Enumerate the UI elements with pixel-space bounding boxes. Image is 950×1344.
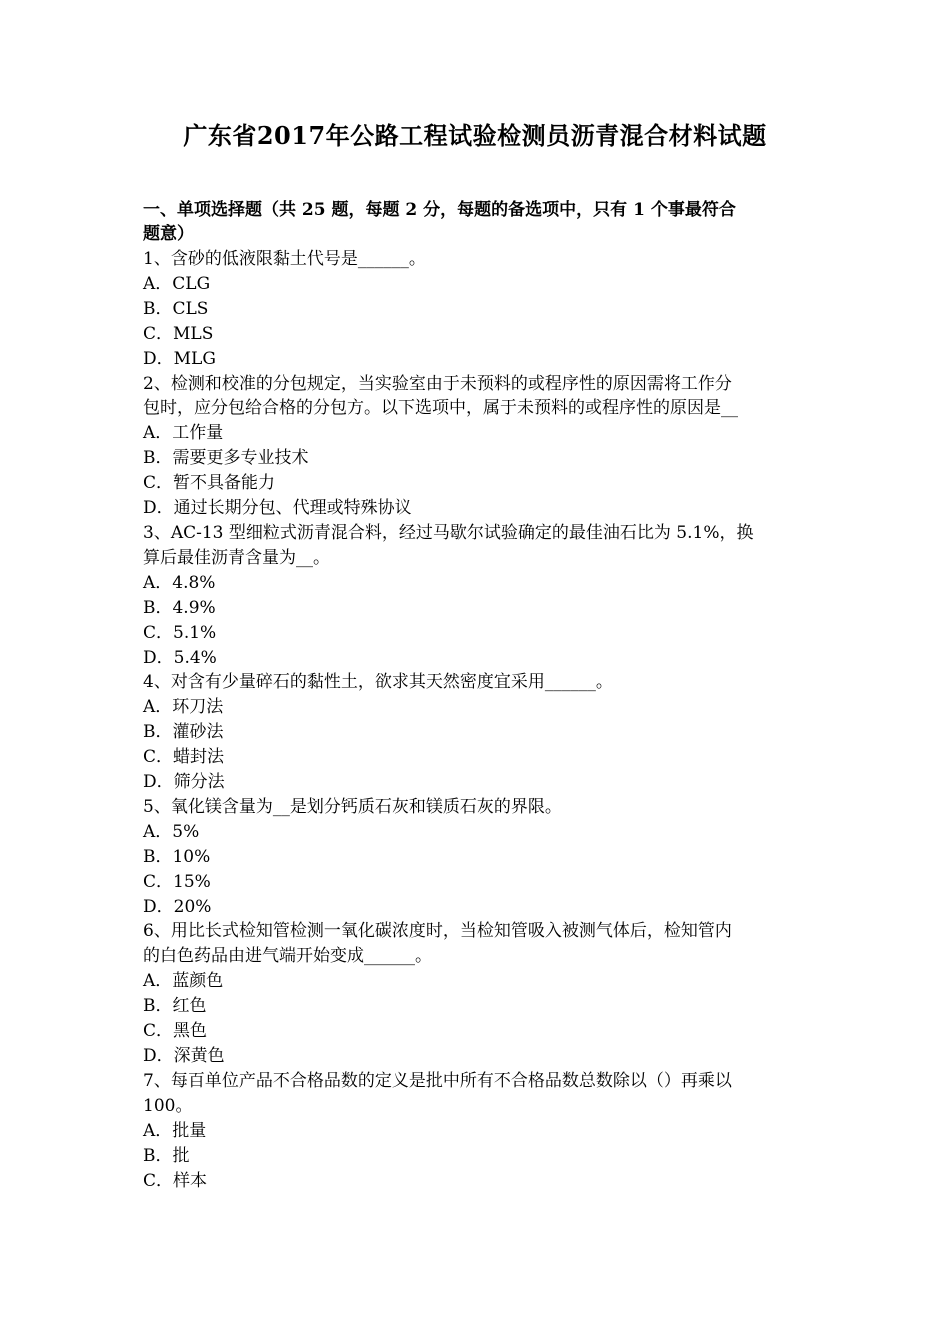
answer-option: A．工作量	[143, 423, 224, 444]
section-heading-line: 一、单项选择题（共 25 题，每题 2 分，每题的备选项中，只有 1 个事最符合	[143, 200, 736, 220]
question-stem: 4、对含有少量碎石的黏性土，欲求其天然密度宜采用______。	[143, 672, 613, 693]
answer-option: D．MLG	[143, 348, 216, 369]
document-title: 广东省2017年公路工程试验检测员沥青混合材料试题	[183, 121, 767, 150]
answer-option: D．深黄色	[143, 1046, 225, 1066]
answer-option: B．红色	[143, 996, 207, 1017]
question-stem: 5、氧化镁含量为__是划分钙质石灰和镁质石灰的界限。	[143, 796, 562, 817]
section-heading	[143, 198, 809, 246]
answer-option: B．4.9%	[143, 597, 216, 618]
answer-option: C．15%	[143, 871, 211, 892]
answer-option: D．筛分法	[143, 772, 225, 793]
answer-option: C．暂不具备能力	[143, 473, 276, 494]
answer-option: B．批	[143, 1145, 190, 1166]
answer-option: C．5.1%	[143, 622, 217, 643]
answer-option: A．CLG	[143, 273, 211, 294]
question-item	[143, 1069, 809, 1194]
answer-option: B．CLS	[143, 298, 209, 319]
question-list	[143, 247, 809, 1193]
answer-option: D．5.4%	[143, 647, 217, 668]
answer-option: C．样本	[143, 1170, 208, 1191]
answer-option: C．MLS	[143, 323, 214, 344]
answer-option: C．蜡封法	[143, 747, 225, 768]
question-item	[143, 372, 809, 521]
answer-option: B．需要更多专业技术	[143, 448, 309, 469]
question-item	[143, 521, 809, 670]
section-heading-line: 题意）	[143, 224, 194, 244]
question-item	[143, 247, 809, 372]
question-stem: 2、检测和校准的分包规定，当实验室由于未预料的或程序性的原因需将工作分	[143, 373, 732, 394]
answer-option: B．10%	[143, 846, 211, 867]
answer-option: A．5%	[143, 821, 200, 842]
question-stem: 算后最佳沥青含量为__。	[143, 547, 330, 568]
document-body	[143, 198, 809, 1193]
question-stem: 1、含砂的低液限黏土代号是______。	[143, 249, 426, 269]
question-stem: 6、用比长式检知管检测一氧化碳浓度时，当检知管吸入被测气体后，检知管内	[143, 921, 732, 942]
answer-option: A．环刀法	[143, 697, 224, 718]
question-stem: 的白色药品由进气端开始变成______。	[143, 946, 432, 967]
question-item	[143, 670, 809, 795]
question-stem: 包时，应分包给合格的分包方。以下选项中，属于未预料的或程序性的原因是__	[143, 398, 738, 419]
answer-option: B．灌砂法	[143, 722, 224, 743]
answer-option: D．通过长期分包、代理或特殊协议	[143, 498, 412, 519]
answer-option: A．蓝颜色	[143, 971, 224, 992]
answer-option: C．黑色	[143, 1021, 208, 1042]
answer-option: A．4.8%	[143, 572, 216, 593]
question-stem: 100。	[143, 1095, 193, 1116]
answer-option: A．批量	[143, 1120, 207, 1141]
question-stem: 7、每百单位产品不合格品数的定义是批中所有不合格品数总数除以（）再乘以	[143, 1070, 732, 1091]
answer-option: D．20%	[143, 896, 212, 917]
question-item	[143, 919, 809, 1068]
question-item	[143, 795, 809, 920]
question-stem: 3、AC-13 型细粒式沥青混合料，经过马歇尔试验确定的最佳油石比为 5.1%，换	[143, 522, 754, 543]
